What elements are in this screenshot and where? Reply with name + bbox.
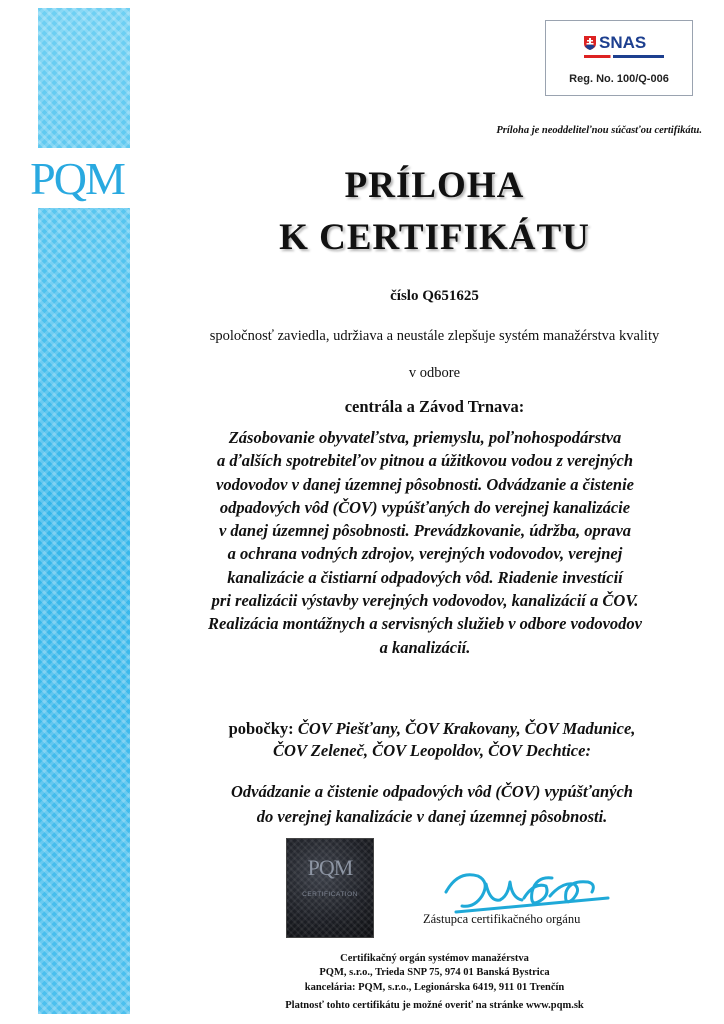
snas-tricolor-underline [584, 55, 664, 58]
branch-scope-line: do verejnej kanalizácie v danej územnej pôsobnosti. [256, 807, 608, 826]
scope-line: kanalizácie a čistiarní odpadových vôd. Riadenie investícií [227, 567, 623, 587]
snas-logo-text: SNAS [599, 33, 647, 52]
branches-label: pobočky: [228, 719, 294, 738]
scope-line: a ochrana vodných zdrojov, verejných vodovodov, verejnej [227, 544, 623, 564]
certificate-number: číslo Q651625 [390, 288, 479, 304]
scope-line: a kanalizácií. [379, 637, 471, 657]
scope-line: Zásobovanie obyvateľstva, priemyslu, poľnohospodárstva [228, 428, 622, 447]
snas-accreditation-box [545, 20, 693, 96]
scope-line: vodovodov v danej územnej pôsobnosti. Odvádzanie a čistenie [216, 474, 634, 494]
title-line-1: PRÍLOHA [344, 165, 525, 206]
pqm-logo [18, 148, 136, 208]
hologram-logo: PQM [307, 855, 353, 880]
footer [145, 952, 724, 1014]
branch-scope-paragraph [150, 779, 714, 829]
hologram-seal [286, 838, 374, 938]
scope-line: pri realizácii výstavby verejných vodovodov, kanalizácií a ČOV. [211, 591, 639, 611]
branches-line-1: ČOV Piešťany, ČOV Krakovany, ČOV Madunice, [297, 719, 636, 738]
footer-line-3: kancelária: PQM, s.r.o., Legionárska 6419, 911 01 Trenčín [304, 981, 565, 993]
department-label: v odbore [408, 365, 461, 381]
branches-block [150, 718, 714, 762]
scope-line: a ďalších spotrebiteľov pitnou a úžitkovou vodou z verejných [216, 451, 634, 471]
scope-line: Realizácia montážnych a servisných služieb v odbore vodovodov [207, 614, 642, 634]
snas-reg-number: Reg. No. 100/Q-006 [569, 73, 669, 85]
scope-paragraph [160, 426, 690, 659]
footer-validity: Platnosť tohto certifikátu je možné overiť na stránke www.pqm.sk [285, 1000, 584, 1012]
annex-note: Príloha je neoddeliteľnou súčasťou certifikátu. [496, 125, 702, 136]
snas-logo [584, 33, 646, 53]
branch-scope-line: Odvádzanie a čistenie odpadových vôd (ČOV) vypúšťaných [231, 782, 633, 801]
title-line-2: K CERTIFIKÁTU [279, 217, 590, 258]
hologram-text: CERTIFICATION [302, 891, 358, 898]
headquarters-heading: centrála a Závod Trnava: [344, 397, 525, 416]
pqm-logo-text: PQM [30, 152, 124, 204]
document-title [145, 160, 724, 264]
scope-line: v danej územnej pôsobnosti. Prevádzkovanie, údržba, oprava [218, 521, 632, 541]
footer-line-1: Certifikačný orgán systémov manažérstva [340, 953, 529, 964]
scope-line: odpadových vôd (ČOV) vypúšťaných do verejnej kanalizácie [219, 497, 631, 517]
intro-text: spoločnosť zaviedla, udržiava a neustále zlepšuje systém manažérstva kvality [209, 328, 660, 344]
branches-line-2: ČOV Zeleneč, ČOV Leopoldov, ČOV Dechtice: [273, 741, 591, 760]
signature-caption: Zástupca certifikačného orgánu [423, 912, 581, 926]
footer-line-2: PQM, s.r.o., Trieda SNP 75, 974 01 Banská Bystrica [319, 967, 550, 979]
slovak-coat-of-arms-icon [584, 36, 596, 50]
